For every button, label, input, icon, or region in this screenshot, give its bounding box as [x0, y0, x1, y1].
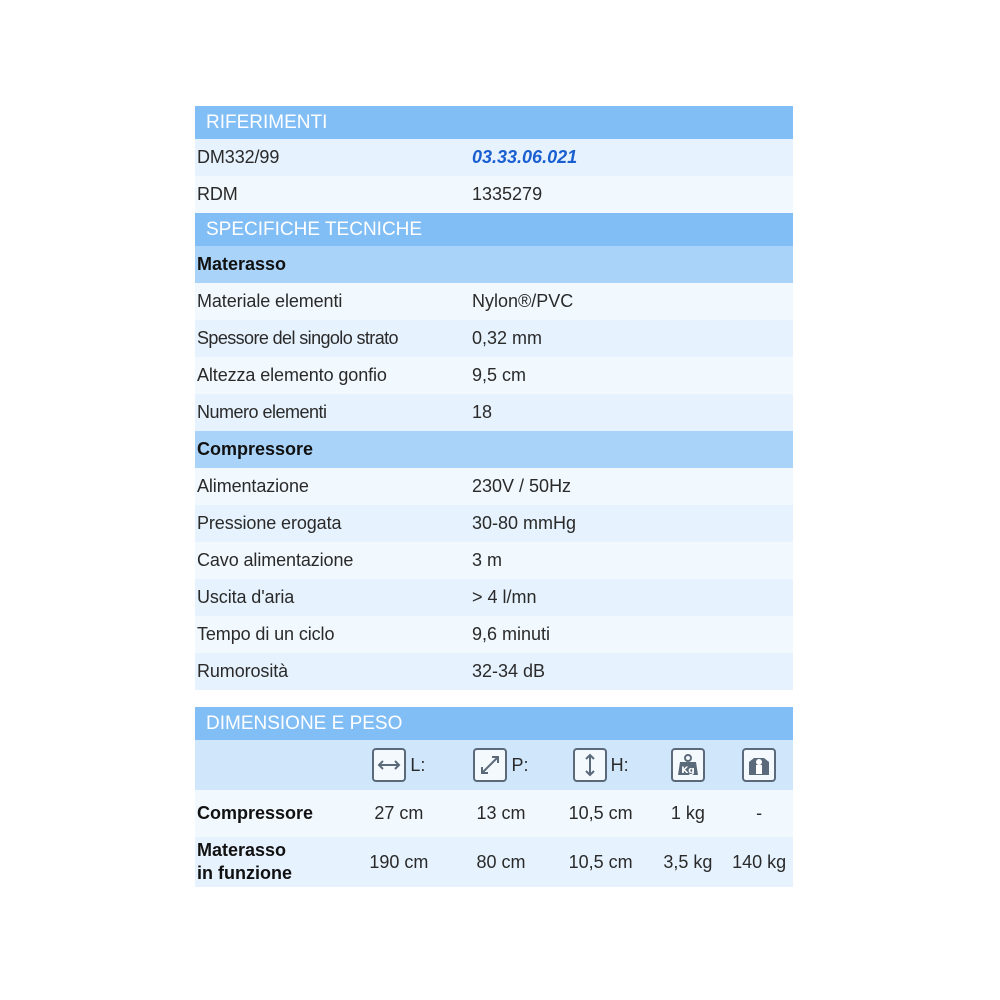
table-row: [195, 283, 793, 320]
table-row: [195, 468, 793, 505]
row-label: Altezza elemento gonfio: [197, 365, 387, 385]
subsection-title: Materasso: [197, 254, 287, 274]
row-label: Rumorosità: [197, 661, 289, 681]
dim-header-depth: [451, 748, 551, 782]
row-value-height: 10,5 cm: [568, 851, 633, 872]
row-value-max-load: -: [756, 803, 763, 823]
table-row: [195, 176, 793, 213]
row-value-height: 10,5 cm: [568, 803, 633, 823]
height-arrow-icon: [573, 748, 607, 782]
table-row: [195, 357, 793, 394]
table-row: [195, 394, 793, 431]
row-value-depth: 80 cm: [476, 851, 526, 872]
table-row: [195, 542, 793, 579]
max-user-weight-icon: [742, 748, 776, 782]
subsection-header-compressore: [195, 431, 793, 468]
weight-kg-icon: [671, 748, 705, 782]
section-title: RIFERIMENTI: [206, 111, 328, 133]
subsection-title: Compressore: [197, 439, 314, 459]
row-label: Pressione erogata: [197, 513, 342, 533]
table-row: [195, 790, 793, 837]
row-label: [195, 839, 347, 885]
row-label: Materiale elementi: [197, 291, 343, 311]
table-row: [195, 139, 793, 176]
row-label: Numero elementi: [197, 402, 327, 422]
section-title: DIMENSIONE E PESO: [206, 712, 403, 734]
row-value-weight: 3,5 kg: [663, 851, 713, 872]
row-value-weight: 1 kg: [670, 803, 705, 823]
row-label: [195, 802, 347, 825]
row-label: DM332/99: [197, 147, 280, 167]
dim-tag: L:: [410, 754, 426, 775]
dim-tag: P:: [511, 754, 529, 775]
row-label-line2: in funzione: [197, 863, 292, 883]
table-row: [195, 653, 793, 690]
depth-diagonal-arrow-icon: [473, 748, 507, 782]
row-value: 30-80 mmHg: [472, 513, 577, 533]
row-label: RDM: [197, 184, 238, 204]
row-value: Nylon®/PVC: [472, 291, 574, 311]
svg-text:Kg: Kg: [681, 766, 695, 776]
row-value: 32-34 dB: [472, 661, 546, 681]
row-value: 230V / 50Hz: [472, 476, 572, 496]
dim-header-weight: [651, 748, 726, 782]
row-value: 18: [472, 402, 493, 422]
table-row: [195, 837, 793, 887]
section-title: SPECIFICHE TECNICHE: [206, 218, 423, 240]
row-value-length: 27 cm: [374, 803, 424, 823]
row-value: > 4 l/mn: [472, 587, 537, 607]
row-value-depth: 13 cm: [476, 803, 526, 823]
dim-tag: H:: [610, 754, 629, 775]
row-value: 3 m: [472, 550, 503, 570]
row-value: 1335279: [472, 184, 543, 204]
row-value: 9,6 minuti: [472, 624, 551, 644]
table-row: [195, 505, 793, 542]
dim-header-height: [551, 748, 651, 782]
table-row: [195, 320, 793, 357]
row-label: Cavo alimentazione: [197, 550, 354, 570]
row-value-length: 190 cm: [369, 851, 429, 872]
spec-sheet: [195, 106, 793, 887]
row-value: 0,32 mm: [472, 328, 543, 348]
row-value-max-load: 140 kg: [732, 851, 787, 872]
section-header-specifiche: [195, 213, 793, 246]
section-gap: [195, 690, 793, 707]
dim-header-length: [347, 748, 452, 782]
row-label: Uscita d'aria: [197, 587, 295, 607]
row-value: 9,5 cm: [472, 365, 527, 385]
dim-header-max-load: [725, 748, 793, 782]
row-label: Tempo di un ciclo: [197, 624, 335, 644]
row-label-line1: Materasso: [197, 840, 287, 860]
row-label: Alimentazione: [197, 476, 309, 496]
length-arrow-icon: [372, 748, 406, 782]
dimension-icon-row: [195, 740, 793, 790]
row-value: 03.33.06.021: [472, 147, 578, 167]
row-label: Spessore del singolo strato: [197, 328, 398, 348]
row-label-line1: Compressore: [197, 803, 314, 823]
table-row: [195, 616, 793, 653]
section-header-riferimenti: [195, 106, 793, 139]
subsection-header-materasso: [195, 246, 793, 283]
table-row: [195, 579, 793, 616]
section-header-dimensioni: [195, 707, 793, 740]
